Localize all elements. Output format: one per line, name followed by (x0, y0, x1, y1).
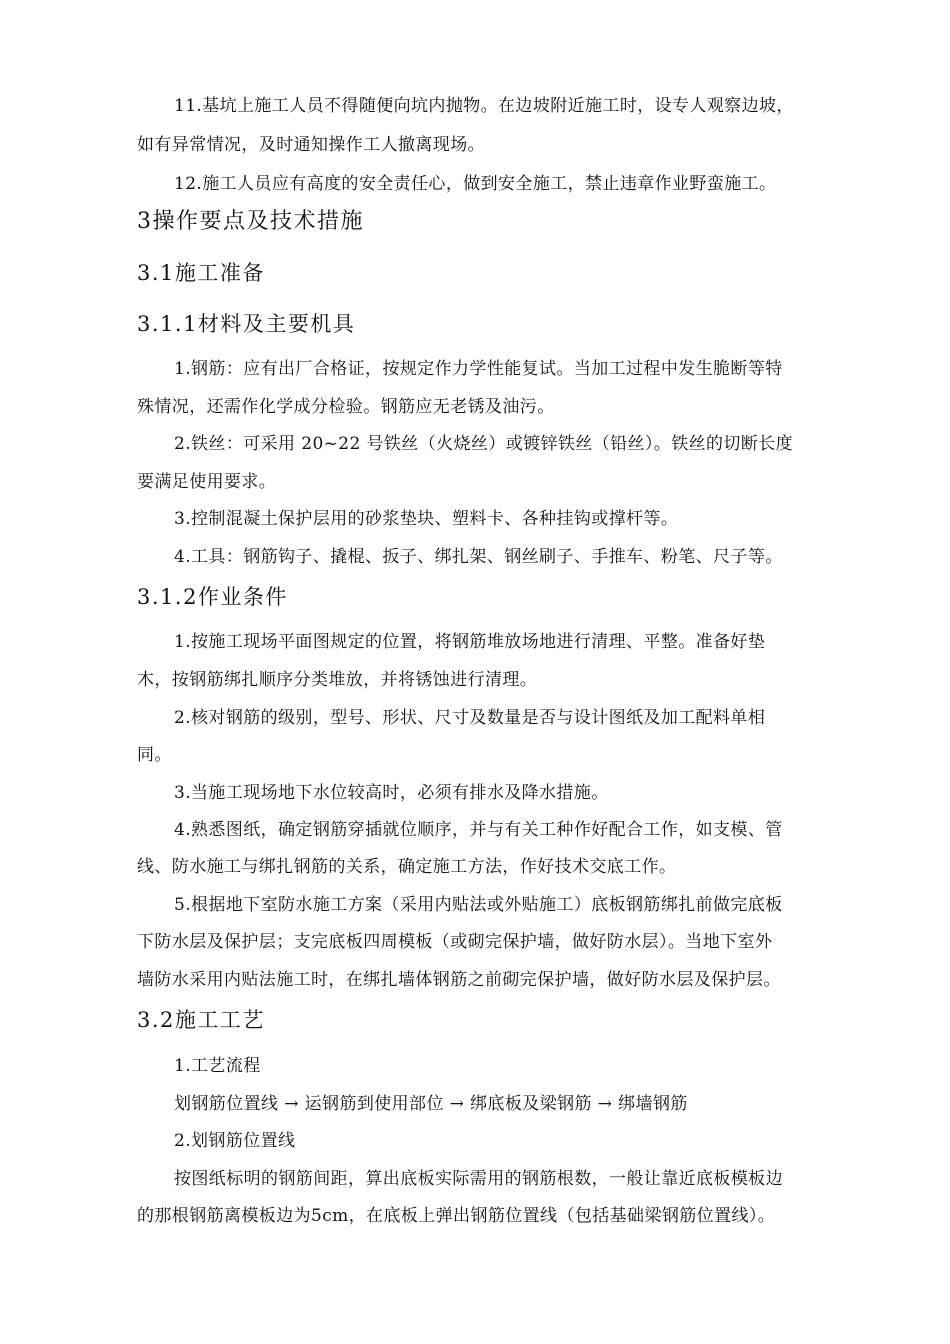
material-item-1-line-1: 1.钢筋：应有出厂合格证，按规定作力学性能复试。当加工过程中发生脆断等特 (174, 359, 783, 379)
condition-item-5-line-3: 墙防水采用内贴法施工时，在绑扎墙体钢筋之前砌完保护墙，做好防水层及保护层。 (137, 970, 781, 990)
condition-item-5-line-1: 5.根据地下室防水施工方案（采用内贴法或外贴施工）底板钢筋绑扎前做完底板 (174, 895, 783, 915)
process-item-1: 1.工艺流程 (174, 1056, 261, 1076)
paragraph-11-line-2: 如有异常情况，及时通知操作工人撤离现场。 (137, 135, 485, 155)
process-item-2: 2.划钢筋位置线 (174, 1131, 296, 1151)
material-item-1-line-2: 殊情况，还需作化学成分检验。钢筋应无老锈及油污。 (137, 397, 555, 417)
process-item-2-body-line-1: 按图纸标明的钢筋间距，算出底板实际需用的钢筋根数，一般让靠近底板模板边 (174, 1169, 783, 1189)
condition-item-2-line-2: 同。 (137, 745, 172, 765)
section-heading-3-1: 3.1施工准备 (137, 261, 265, 285)
material-item-2-line-2: 要满足使用要求。 (137, 472, 277, 492)
material-item-4: 4.工具：钢筋钩子、撬棍、扳子、绑扎架、钢丝刷子、手推车、粉笔、尺子等。 (174, 547, 783, 567)
condition-item-4-line-2: 线、防水施工与绑扎钢筋的关系，确定施工方法，作好技术交底工作。 (137, 857, 677, 877)
process-item-2-body-line-2: 的那根钢筋离模板边为5cm，在底板上弹出钢筋位置线（包括基础梁钢筋位置线）。 (137, 1206, 776, 1226)
material-item-2-line-1: 2.铁丝：可采用 20~22 号铁丝（火烧丝）或镀锌铁丝（铅丝）。铁丝的切断长度 (174, 434, 794, 454)
paragraph-12: 12.施工人员应有高度的安全责任心，做到安全施工，禁止违章作业野蛮施工。 (174, 174, 777, 194)
paragraph-11-line-1: 11.基坑上施工人员不得随便向坑内抛物。在边坡附近施工时，设专人观察边坡， (174, 96, 794, 116)
condition-item-2-line-1: 2.核对钢筋的级别，型号、形状、尺寸及数量是否与设计图纸及加工配料单相 (174, 708, 766, 728)
condition-item-3: 3.当施工现场地下水位较高时，必须有排水及降水措施。 (174, 783, 609, 803)
section-heading-3-2: 3.2施工工艺 (137, 1008, 265, 1032)
section-heading-3-1-2: 3.1.2作业条件 (137, 585, 288, 609)
condition-item-5-line-2: 下防水层及保护层；支完底板四周模板（或砌完保护墙，做好防水层）。当地下室外 (137, 932, 773, 952)
process-flow: 划钢筋位置线 → 运钢筋到使用部位 → 绑底板及梁钢筋 → 绑墙钢筋 (174, 1094, 688, 1114)
condition-item-1-line-2: 木，按钢筋绑扎顺序分类堆放，并将锈蚀进行清理。 (137, 670, 538, 690)
section-heading-3: 3操作要点及技术措施 (137, 209, 364, 234)
material-item-3: 3.控制混凝土保护层用的砂浆垫块、塑料卡、各种挂钩或撑杆等。 (174, 509, 679, 529)
condition-item-4-line-1: 4.熟悉图纸，确定钢筋穿插就位顺序，并与有关工种作好配合工作，如支模、管 (174, 820, 783, 840)
section-heading-3-1-1: 3.1.1材料及主要机具 (137, 312, 356, 336)
condition-item-1-line-1: 1.按施工现场平面图规定的位置，将钢筋堆放场地进行清理、平整。准备好垫 (174, 632, 766, 652)
